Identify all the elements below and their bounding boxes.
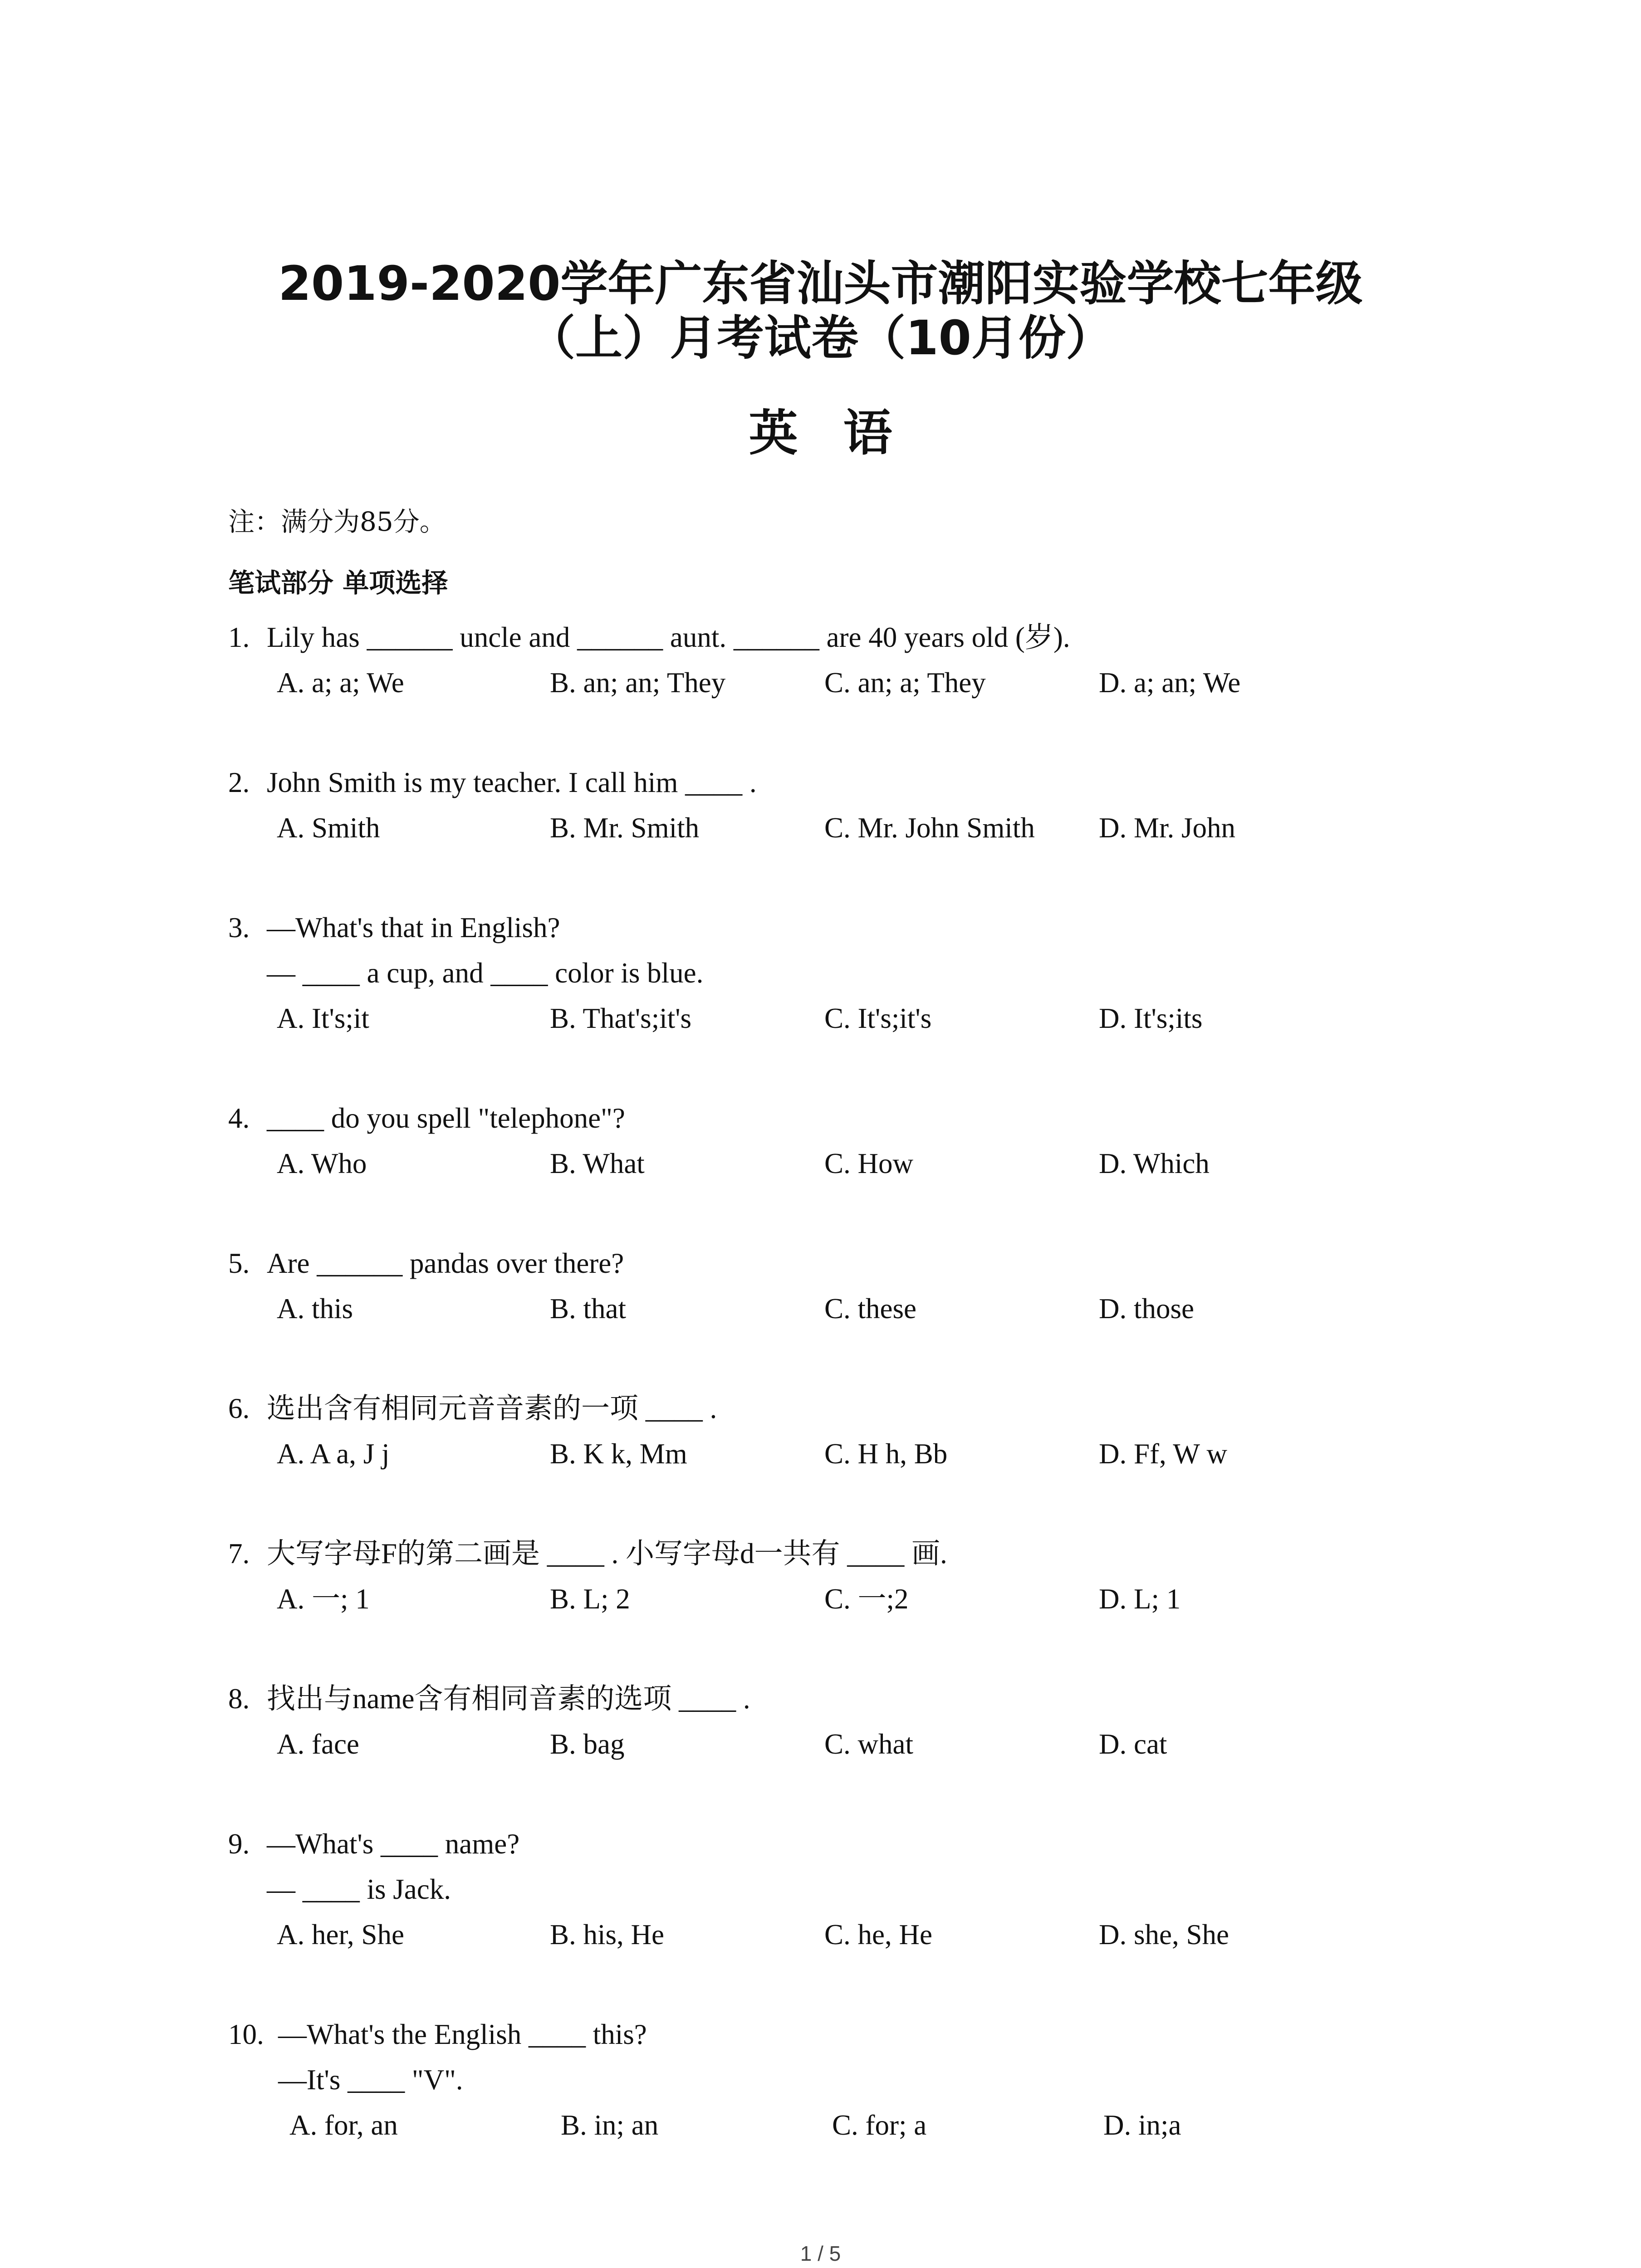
question-stem: Lily has ______ uncle and ______ aunt. ______ are 40 years old (岁). bbox=[267, 621, 1070, 653]
option-b: B. That's;it's bbox=[550, 1002, 692, 1034]
option-d: D. L; 1 bbox=[1099, 1583, 1181, 1615]
option-b: B. in; an bbox=[561, 2109, 659, 2141]
question-number: 8. bbox=[228, 1683, 250, 1715]
option-c: C. he, He bbox=[824, 1919, 932, 1950]
option-c: C. these bbox=[824, 1293, 916, 1325]
option-b: B. that bbox=[550, 1293, 626, 1325]
option-a: A. 一; 1 bbox=[277, 1583, 370, 1615]
question-stem: John Smith is my teacher. I call him ____ . bbox=[267, 767, 757, 798]
option-b: B. What bbox=[550, 1148, 645, 1179]
question-number: 2. bbox=[228, 767, 250, 798]
option-a: A. Who bbox=[277, 1148, 367, 1179]
option-c: C. what bbox=[824, 1728, 913, 1760]
option-a: A. for, an bbox=[289, 2109, 398, 2141]
question-number: 9. bbox=[228, 1828, 250, 1860]
option-c: C. for; a bbox=[832, 2109, 927, 2141]
question-number: 7. bbox=[228, 1538, 250, 1569]
option-a: A. A a, J j bbox=[277, 1438, 390, 1470]
question-stem: —What's ____ name? bbox=[267, 1828, 520, 1860]
option-b: B. an; an; They bbox=[550, 667, 726, 699]
question-stem-line-2: —It's ____ "V". bbox=[278, 2064, 463, 2096]
option-d: D. It's;its bbox=[1099, 1002, 1203, 1034]
option-b: B. Mr. Smith bbox=[550, 812, 700, 844]
option-d: D. she, She bbox=[1099, 1919, 1229, 1950]
score-note: 注：满分为85分。 bbox=[228, 506, 446, 537]
question-stem-line-2: — ____ is Jack. bbox=[267, 1873, 451, 1905]
option-d: D. those bbox=[1099, 1293, 1194, 1325]
question-stem: 大写字母F的第二画是 ____ . 小写字母d一共有 ____ 画. bbox=[267, 1538, 947, 1569]
option-a: A. her, She bbox=[277, 1919, 404, 1950]
option-d: D. cat bbox=[1099, 1728, 1167, 1760]
question-stem: —What's the English ____ this? bbox=[278, 2019, 647, 2050]
question-stem: —What's that in English? bbox=[267, 912, 560, 943]
option-b: B. his, He bbox=[550, 1919, 664, 1950]
question-number: 10. bbox=[228, 2019, 264, 2050]
page-number: 1 / 5 bbox=[800, 2242, 841, 2265]
option-b: B. K k, Mm bbox=[550, 1438, 687, 1470]
question-stem: ____ do you spell "telephone"? bbox=[267, 1102, 625, 1134]
question-stem-line-2: — ____ a cup, and ____ color is blue. bbox=[267, 957, 704, 989]
question-number: 3. bbox=[228, 912, 250, 943]
question-number: 6. bbox=[228, 1393, 250, 1424]
option-c: C. 一;2 bbox=[824, 1583, 909, 1615]
option-c: C. an; a; They bbox=[824, 667, 986, 699]
subject-heading: 英语 bbox=[749, 405, 938, 462]
option-a: A. this bbox=[277, 1293, 353, 1325]
option-c: C. How bbox=[824, 1148, 914, 1179]
option-d: D. Which bbox=[1099, 1148, 1210, 1179]
option-a: A. face bbox=[277, 1728, 359, 1760]
option-a: A. It's;it bbox=[277, 1002, 369, 1034]
question-number: 1. bbox=[228, 621, 250, 653]
option-c: C. Mr. John Smith bbox=[824, 812, 1035, 844]
option-a: A. a; a; We bbox=[277, 667, 404, 699]
exam-title-line-1: 2019-2020学年广东省汕头市潮阳实验学校七年级 bbox=[278, 256, 1363, 311]
option-c: C. It's;it's bbox=[824, 1002, 932, 1034]
question-stem: Are ______ pandas over there? bbox=[267, 1247, 624, 1279]
section-heading: 笔试部分 单项选择 bbox=[228, 567, 448, 598]
option-b: B. L; 2 bbox=[550, 1583, 630, 1615]
option-d: D. Mr. John bbox=[1099, 812, 1236, 844]
option-d: D. a; an; We bbox=[1099, 667, 1241, 699]
question-number: 5. bbox=[228, 1247, 250, 1279]
option-c: C. H h, Bb bbox=[824, 1438, 948, 1470]
option-b: B. bag bbox=[550, 1728, 625, 1760]
question-stem: 选出含有相同元音音素的一项 ____ . bbox=[267, 1393, 717, 1424]
option-a: A. Smith bbox=[277, 812, 380, 844]
question-number: 4. bbox=[228, 1102, 250, 1134]
exam-title-line-2: （上）月考试卷（10月份） bbox=[528, 310, 1113, 366]
option-d: D. in;a bbox=[1103, 2109, 1181, 2141]
option-d: D. Ff, W w bbox=[1099, 1438, 1227, 1470]
question-stem: 找出与name含有相同音素的选项 ____ . bbox=[267, 1683, 750, 1715]
